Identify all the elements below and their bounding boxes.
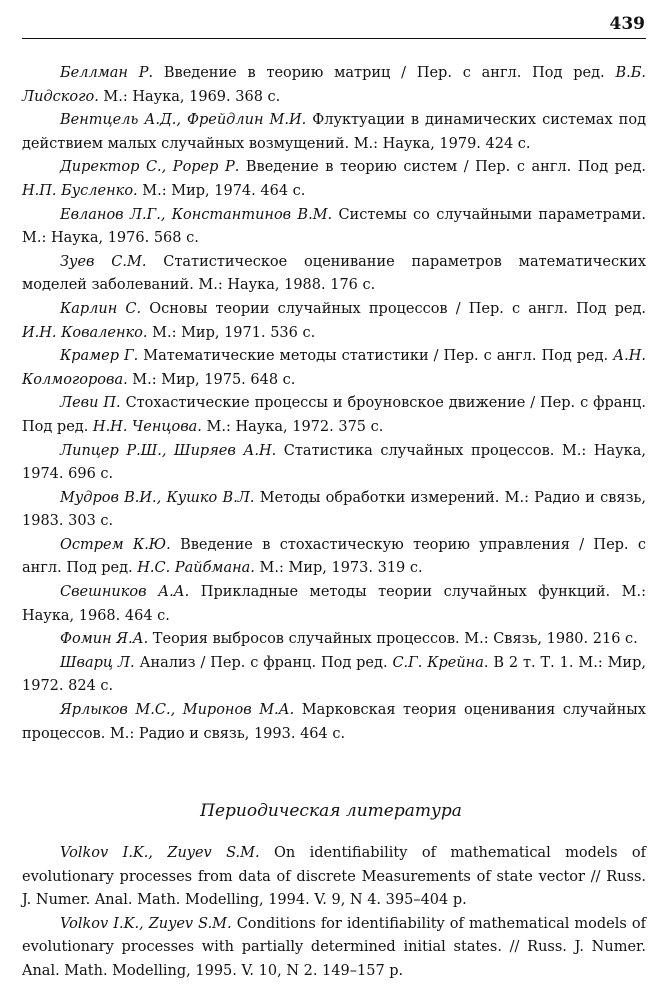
section-title: Периодическая литература [200,801,462,821]
entry-authors: Мудров В.И., Кушко В.Л. [60,489,255,506]
bibliography-entry [22,534,646,581]
bibliography-entry [22,581,646,628]
entry-tail: В 2 т. Т. 1. М.: Мир, 1972. 824 с. [22,654,646,695]
bibliography-list [22,62,646,746]
periodical-entry [22,913,646,984]
entry-authors: Volkov I.K., Zuyev S.M. [60,915,232,932]
entry-tail: М.: Мир, 1975. 648 с. [127,371,296,388]
entry-text: Введение в стохастическую теорию управления / Пер. с англ. Под ред. [22,536,646,577]
bibliography-entry [22,62,646,109]
entry-authors: Шварц Л. [60,654,135,671]
entry-authors: Зуев С.М. [60,253,147,270]
bibliography-entry [22,109,646,156]
entry-text: Теория выбросов случайных процессов. М.: Связь, 1980. 216 с. [148,631,638,648]
entry-text: On identifiability of mathematical models of evolutionary processes from data of discrete Measurements of state vector // Russ. J. Numer. Anal. Math. Modelling, 1994. V. 9, N 4. 395–404 p. [22,845,647,909]
bibliography-entry [22,251,646,298]
entry-editor: Н.Н. Ченцова. [92,418,202,435]
bibliography-entry [22,628,646,652]
entry-editor: С.Г. Крейна. [392,654,489,671]
entry-authors: Фомин Я.А. [60,631,149,648]
bibliography-entry [22,156,646,203]
entry-text: Математические методы статистики / Пер. с англ. Под ред. [138,348,614,365]
entry-authors: Вентцель А.Д., Фрейдлин М.И. [60,112,307,129]
bibliography-entry [22,652,646,699]
entry-authors: Острем К.Ю. [60,536,171,553]
entry-authors: Евланов Л.Г., Константинов В.М. [60,206,333,223]
entry-authors: Беллман Р. [60,65,154,81]
header-rule [22,38,646,39]
entry-editor: А.Н. Колмогорова. [22,348,647,388]
periodical-entry [22,842,646,913]
entry-authors: Карлин С. [60,300,142,317]
entry-tail: М.: Мир, 1973. 319 с. [254,560,423,577]
entry-editor: Н.С. Райбмана. [137,560,255,577]
entry-authors: Volkov I.K., Zuyev S.M. [60,845,260,861]
entry-editor: И.Н. Коваленко. [22,324,148,341]
entry-authors: Леви П. [60,395,121,412]
periodicals-list [22,842,646,984]
entry-text: Conditions for identifiability of mathematical models of evolutionary processes with partially determined initial states. // Russ. J. Numer. Anal. Math. Modelling, 1995. V. 10, N 2. 149–157 p. [22,915,646,979]
entry-text: Введение в теорию систем / Пер. с англ. Под ред. [239,159,647,176]
entry-authors: Липцер Р.Ш., Ширяев А.Н. [60,442,277,459]
entry-text: Статистика случайных процессов. М.: Наука, 1974. 696 с. [22,442,646,483]
page-number: 439 [609,14,645,34]
entry-editor: Н.П. Бусленко. [22,182,138,199]
entry-text: Методы обработки измерений. М.: Радио и связь, 1983. 303 с. [22,489,646,530]
entry-text: Анализ / Пер. с франц. Под ред. [134,654,393,671]
entry-text: Статистическое оценивание параметров математических моделей заболеваний. М.: Наука, 1988. 176 с. [22,253,646,294]
entry-text: Введение в теорию матриц / Пер. с англ. Под ред. [153,65,616,81]
entry-authors: Директор С., Рорер Р. [60,159,240,176]
entry-authors: Свешников А.А. [60,584,190,601]
entry-text: Стохастические процессы и броуновское движение / Пер. с франц. Под ред. [22,395,646,435]
entry-tail: М.: Мир, 1971. 536 с. [147,324,316,341]
entry-text: Флуктуации в динамических системах под действием малых случайных возмущений. М.: Наука, 1979. 424 с. [22,112,646,152]
bibliography-entry [22,298,646,345]
bibliography-entry [22,345,646,392]
entry-text: Марковская теория оценивания случайных процессов. М.: Радио и связь, 1993. 464 с. [22,702,646,742]
bibliography-entry [22,440,646,487]
entry-editor: В.Б. Лидского. [22,65,646,105]
bibliography-entry [22,699,646,746]
entry-tail: М.: Мир, 1974. 464 с. [137,182,306,199]
bibliography-entry [22,392,646,439]
entry-text: Системы со случайными параметрами. М.: Наука, 1976. 568 с. [22,206,647,247]
bibliography-entry [22,487,646,534]
entry-authors: Крамер Г. [60,348,139,365]
entry-text: Прикладные методы теории случайных функций. М.: Наука, 1968. 464 с. [22,584,646,624]
entry-authors: Ярлыков М.С., Миронов М.А. [60,702,295,719]
entry-tail: М.: Наука, 1969. 368 с. [98,88,281,105]
entry-tail: М.: Наука, 1972. 375 с. [201,418,384,435]
bibliography-entry [22,204,646,251]
entry-text: Основы теории случайных процессов / Пер. с англ. Под ред. [141,300,646,317]
